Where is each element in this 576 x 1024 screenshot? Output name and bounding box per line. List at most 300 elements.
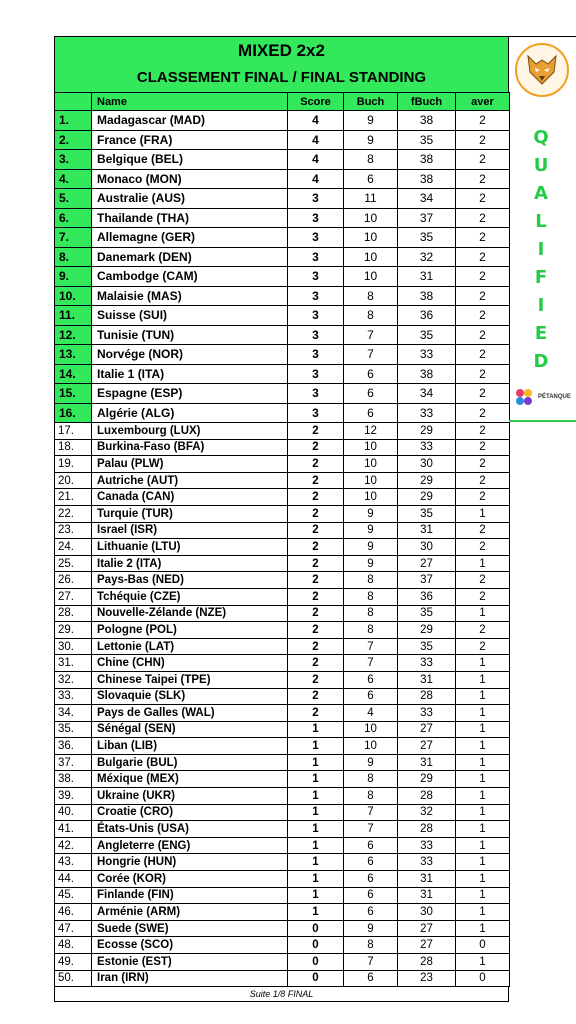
score-cell: 2 xyxy=(288,555,344,572)
fbuch-cell: 28 xyxy=(398,788,456,805)
table-row xyxy=(55,555,510,572)
table-row xyxy=(55,920,510,937)
buch-cell: 9 xyxy=(344,539,398,556)
fbuch-cell: 27 xyxy=(398,937,456,954)
page-title: MIXED 2x2 xyxy=(238,41,325,60)
qualified-rows xyxy=(55,111,510,423)
fbuch-cell: 27 xyxy=(398,555,456,572)
aver-cell: 0 xyxy=(456,970,510,987)
aver-cell: 1 xyxy=(456,721,510,738)
aver-cell: 2 xyxy=(456,403,510,423)
fbuch-cell: 28 xyxy=(398,954,456,971)
buch-cell: 10 xyxy=(344,267,398,287)
aver-cell: 1 xyxy=(456,605,510,622)
wolf-icon xyxy=(522,50,562,90)
team-name-cell: Hongrie (HUN) xyxy=(92,854,288,871)
aver-cell: 2 xyxy=(456,189,510,209)
table-row xyxy=(55,937,510,954)
buch-cell: 6 xyxy=(344,871,398,888)
team-name-cell: Tunisie (TUN) xyxy=(92,325,288,345)
table-header-row xyxy=(55,93,510,111)
team-name-cell: Estonie (EST) xyxy=(92,954,288,971)
aver-cell: 2 xyxy=(456,572,510,589)
buch-cell: 7 xyxy=(344,954,398,971)
qualified-letter: U xyxy=(533,155,549,176)
fbuch-cell: 33 xyxy=(398,655,456,672)
team-name-cell: Sénégal (SEN) xyxy=(92,721,288,738)
rank-cell: 43. xyxy=(55,854,92,871)
team-name-cell: Turquie (TUR) xyxy=(92,505,288,522)
score-cell: 2 xyxy=(288,588,344,605)
fbuch-cell: 32 xyxy=(398,247,456,267)
table-row xyxy=(55,384,510,404)
score-cell: 3 xyxy=(288,306,344,326)
team-name-cell: États-Unis (USA) xyxy=(92,821,288,838)
fbuch-cell: 31 xyxy=(398,267,456,287)
rank-cell: 46. xyxy=(55,904,92,921)
fbuch-cell: 38 xyxy=(398,111,456,131)
rank-cell: 34. xyxy=(55,705,92,722)
team-name-cell: Thailande (THA) xyxy=(92,208,288,228)
buch-cell: 8 xyxy=(344,150,398,170)
team-name-cell: Suede (SWE) xyxy=(92,920,288,937)
team-name-cell: Chine (CHN) xyxy=(92,655,288,672)
team-name-cell: Finlande (FIN) xyxy=(92,887,288,904)
team-name-cell: Angleterre (ENG) xyxy=(92,837,288,854)
rank-cell: 15. xyxy=(55,384,92,404)
rank-cell: 11. xyxy=(55,306,92,326)
rank-cell: 16. xyxy=(55,403,92,423)
standings-table xyxy=(54,92,510,987)
fbuch-cell: 38 xyxy=(398,364,456,384)
aver-cell: 2 xyxy=(456,286,510,306)
table-row xyxy=(55,804,510,821)
fbuch-cell: 31 xyxy=(398,887,456,904)
fbuch-cell: 27 xyxy=(398,920,456,937)
fbuch-cell: 35 xyxy=(398,325,456,345)
rank-cell: 26. xyxy=(55,572,92,589)
fbuch-cell: 33 xyxy=(398,403,456,423)
rank-cell: 7. xyxy=(55,228,92,248)
buch-cell: 6 xyxy=(344,837,398,854)
aver-cell: 1 xyxy=(456,804,510,821)
aver-cell: 2 xyxy=(456,364,510,384)
table-row xyxy=(55,130,510,150)
qualified-letter: Q xyxy=(533,127,549,148)
rank-cell: 33. xyxy=(55,688,92,705)
score-cell: 1 xyxy=(288,821,344,838)
table-row xyxy=(55,189,510,209)
team-name-cell: Madagascar (MAD) xyxy=(92,111,288,131)
aver-cell: 2 xyxy=(456,522,510,539)
aver-cell: 1 xyxy=(456,954,510,971)
table-row xyxy=(55,111,510,131)
score-cell: 1 xyxy=(288,738,344,755)
buch-cell: 7 xyxy=(344,821,398,838)
score-cell: 0 xyxy=(288,937,344,954)
petanque-logo xyxy=(514,387,571,407)
team-name-cell: Luxembourg (LUX) xyxy=(92,423,288,440)
fbuch-cell: 38 xyxy=(398,150,456,170)
aver-cell: 2 xyxy=(456,456,510,473)
score-cell: 2 xyxy=(288,439,344,456)
buch-cell: 7 xyxy=(344,638,398,655)
table-row xyxy=(55,286,510,306)
aver-cell: 0 xyxy=(456,937,510,954)
aver-cell: 1 xyxy=(456,505,510,522)
fbuch-cell: 30 xyxy=(398,456,456,473)
rank-cell: 8. xyxy=(55,247,92,267)
aver-cell: 1 xyxy=(456,555,510,572)
aver-cell: 1 xyxy=(456,920,510,937)
score-cell: 2 xyxy=(288,505,344,522)
rank-cell: 12. xyxy=(55,325,92,345)
fbuch-cell: 38 xyxy=(398,286,456,306)
team-name-cell: Tchéquie (CZE) xyxy=(92,588,288,605)
team-name-cell: Malaisie (MAS) xyxy=(92,286,288,306)
fbuch-cell: 34 xyxy=(398,189,456,209)
table-row xyxy=(55,588,510,605)
buch-cell: 10 xyxy=(344,489,398,506)
table-row xyxy=(55,306,510,326)
table-row xyxy=(55,970,510,987)
fbuch-cell: 28 xyxy=(398,688,456,705)
buch-cell: 7 xyxy=(344,345,398,365)
fbuch-cell: 36 xyxy=(398,306,456,326)
buch-cell: 10 xyxy=(344,228,398,248)
rank-cell: 2. xyxy=(55,130,92,150)
fbuch-cell: 33 xyxy=(398,439,456,456)
rank-cell: 38. xyxy=(55,771,92,788)
team-name-cell: Nouvelle-Zélande (NZE) xyxy=(92,605,288,622)
fbuch-cell: 35 xyxy=(398,505,456,522)
buch-cell: 6 xyxy=(344,671,398,688)
aver-cell: 2 xyxy=(456,539,510,556)
table-row xyxy=(55,423,510,440)
team-name-cell: Ukraine (UKR) xyxy=(92,788,288,805)
rank-cell: 50. xyxy=(55,970,92,987)
rank-cell: 42. xyxy=(55,837,92,854)
team-name-cell: Australie (AUS) xyxy=(92,189,288,209)
team-name-cell: Italie 2 (ITA) xyxy=(92,555,288,572)
table-row xyxy=(55,837,510,854)
rank-cell: 37. xyxy=(55,754,92,771)
team-name-cell: Italie 1 (ITA) xyxy=(92,364,288,384)
score-header: Score xyxy=(288,93,344,111)
buch-cell: 10 xyxy=(344,439,398,456)
buch-cell: 6 xyxy=(344,403,398,423)
fbuch-cell: 23 xyxy=(398,970,456,987)
table-row xyxy=(55,688,510,705)
table-row xyxy=(55,489,510,506)
team-name-cell: Corée (KOR) xyxy=(92,871,288,888)
score-cell: 2 xyxy=(288,655,344,672)
score-cell: 3 xyxy=(288,403,344,423)
table-row xyxy=(55,522,510,539)
team-name-cell: Iran (IRN) xyxy=(92,970,288,987)
team-name-cell: Espagne (ESP) xyxy=(92,384,288,404)
score-cell: 3 xyxy=(288,286,344,306)
buch-cell: 10 xyxy=(344,721,398,738)
qualified-letter: I xyxy=(537,295,545,316)
buch-cell: 8 xyxy=(344,788,398,805)
team-name-cell: Palau (PLW) xyxy=(92,456,288,473)
score-cell: 2 xyxy=(288,539,344,556)
team-name-cell: Pays-Bas (NED) xyxy=(92,572,288,589)
buch-cell: 10 xyxy=(344,472,398,489)
score-cell: 3 xyxy=(288,208,344,228)
score-cell: 4 xyxy=(288,130,344,150)
score-cell: 0 xyxy=(288,970,344,987)
score-cell: 0 xyxy=(288,954,344,971)
aver-cell: 1 xyxy=(456,904,510,921)
rank-header xyxy=(55,93,92,111)
fbuch-cell: 38 xyxy=(398,169,456,189)
fbuch-cell: 30 xyxy=(398,904,456,921)
score-cell: 1 xyxy=(288,837,344,854)
score-cell: 2 xyxy=(288,522,344,539)
buch-cell: 6 xyxy=(344,887,398,904)
buch-cell: 10 xyxy=(344,738,398,755)
buch-cell: 6 xyxy=(344,970,398,987)
rank-cell: 6. xyxy=(55,208,92,228)
buch-cell: 8 xyxy=(344,286,398,306)
rank-cell: 23. xyxy=(55,522,92,539)
aver-cell: 2 xyxy=(456,472,510,489)
rank-cell: 19. xyxy=(55,456,92,473)
aver-cell: 2 xyxy=(456,130,510,150)
rank-cell: 5. xyxy=(55,189,92,209)
fbuch-cell: 31 xyxy=(398,754,456,771)
buch-cell: 6 xyxy=(344,384,398,404)
buch-cell: 9 xyxy=(344,555,398,572)
score-cell: 2 xyxy=(288,423,344,440)
rank-cell: 39. xyxy=(55,788,92,805)
score-cell: 3 xyxy=(288,228,344,248)
aver-cell: 2 xyxy=(456,345,510,365)
fbuch-cell: 35 xyxy=(398,130,456,150)
buch-cell: 8 xyxy=(344,605,398,622)
aver-cell: 1 xyxy=(456,887,510,904)
score-cell: 1 xyxy=(288,721,344,738)
team-name-cell: Israel (ISR) xyxy=(92,522,288,539)
rank-cell: 32. xyxy=(55,671,92,688)
aver-cell: 2 xyxy=(456,439,510,456)
fbuch-cell: 37 xyxy=(398,208,456,228)
fbuch-cell: 35 xyxy=(398,228,456,248)
table-row xyxy=(55,267,510,287)
team-name-cell: Belgique (BEL) xyxy=(92,150,288,170)
fbuch-cell: 33 xyxy=(398,837,456,854)
qualified-letter: D xyxy=(533,351,549,372)
team-name-cell: Arménie (ARM) xyxy=(92,904,288,921)
team-name-cell: France (FRA) xyxy=(92,130,288,150)
aver-cell: 2 xyxy=(456,267,510,287)
aver-header: aver xyxy=(456,93,510,111)
score-cell: 3 xyxy=(288,247,344,267)
qualified-letter: E xyxy=(534,323,548,344)
table-row xyxy=(55,325,510,345)
rank-cell: 14. xyxy=(55,364,92,384)
table-row xyxy=(55,655,510,672)
aver-cell: 2 xyxy=(456,622,510,639)
buch-cell: 10 xyxy=(344,247,398,267)
score-cell: 2 xyxy=(288,638,344,655)
table-row xyxy=(55,228,510,248)
buch-cell: 7 xyxy=(344,804,398,821)
rank-cell: 4. xyxy=(55,169,92,189)
aver-cell: 1 xyxy=(456,688,510,705)
fbuch-cell: 35 xyxy=(398,638,456,655)
score-cell: 4 xyxy=(288,169,344,189)
rank-cell: 29. xyxy=(55,622,92,639)
aver-cell: 1 xyxy=(456,655,510,672)
team-name-cell: Algérie (ALG) xyxy=(92,403,288,423)
fbuch-cell: 35 xyxy=(398,605,456,622)
buch-cell: 11 xyxy=(344,189,398,209)
fbuch-header: fBuch xyxy=(398,93,456,111)
table-row xyxy=(55,150,510,170)
fbuch-cell: 34 xyxy=(398,384,456,404)
aver-cell: 2 xyxy=(456,638,510,655)
table-row xyxy=(55,439,510,456)
rank-cell: 10. xyxy=(55,286,92,306)
table-row xyxy=(55,622,510,639)
rank-cell: 40. xyxy=(55,804,92,821)
table-row xyxy=(55,771,510,788)
buch-cell: 9 xyxy=(344,130,398,150)
table-row xyxy=(55,871,510,888)
table-row xyxy=(55,169,510,189)
aver-cell: 1 xyxy=(456,854,510,871)
buch-cell: 9 xyxy=(344,111,398,131)
table-row xyxy=(55,539,510,556)
score-cell: 0 xyxy=(288,920,344,937)
table-row xyxy=(55,472,510,489)
team-name-cell: Pays de Galles (WAL) xyxy=(92,705,288,722)
fbuch-cell: 27 xyxy=(398,721,456,738)
fbuch-cell: 37 xyxy=(398,572,456,589)
team-name-cell: Allemagne (GER) xyxy=(92,228,288,248)
aver-cell: 1 xyxy=(456,705,510,722)
qualified-letter: L xyxy=(535,211,547,232)
table-row xyxy=(55,788,510,805)
qualified-letter: F xyxy=(534,267,548,288)
fbuch-cell: 32 xyxy=(398,804,456,821)
fbuch-cell: 31 xyxy=(398,871,456,888)
table-row xyxy=(55,456,510,473)
score-cell: 3 xyxy=(288,189,344,209)
aver-cell: 2 xyxy=(456,489,510,506)
aver-cell: 2 xyxy=(456,150,510,170)
aver-cell: 1 xyxy=(456,738,510,755)
buch-cell: 9 xyxy=(344,754,398,771)
qualified-letter: I xyxy=(537,239,545,260)
aver-cell: 2 xyxy=(456,247,510,267)
federation-logo xyxy=(515,43,569,97)
fbuch-cell: 36 xyxy=(398,588,456,605)
aver-cell: 2 xyxy=(456,423,510,440)
table-row xyxy=(55,638,510,655)
title-block xyxy=(54,36,509,92)
team-name-cell: Monaco (MON) xyxy=(92,169,288,189)
buch-cell: 8 xyxy=(344,306,398,326)
aver-cell: 1 xyxy=(456,754,510,771)
score-cell: 2 xyxy=(288,671,344,688)
team-name-cell: Cambodge (CAM) xyxy=(92,267,288,287)
rank-cell: 48. xyxy=(55,937,92,954)
table-row xyxy=(55,887,510,904)
fbuch-cell: 29 xyxy=(398,472,456,489)
rank-cell: 45. xyxy=(55,887,92,904)
fbuch-cell: 27 xyxy=(398,738,456,755)
score-cell: 3 xyxy=(288,384,344,404)
team-name-cell: Chinese Taipei (TPE) xyxy=(92,671,288,688)
standings-sheet xyxy=(54,36,509,1002)
table-row xyxy=(55,364,510,384)
name-header: Name xyxy=(92,93,288,111)
team-name-cell: Bulgarie (BUL) xyxy=(92,754,288,771)
buch-cell: 9 xyxy=(344,920,398,937)
score-cell: 1 xyxy=(288,854,344,871)
buch-cell: 8 xyxy=(344,572,398,589)
table-row xyxy=(55,821,510,838)
team-name-cell: Lettonie (LAT) xyxy=(92,638,288,655)
rank-cell: 30. xyxy=(55,638,92,655)
rank-cell: 36. xyxy=(55,738,92,755)
score-cell: 4 xyxy=(288,150,344,170)
aver-cell: 1 xyxy=(456,821,510,838)
table-row xyxy=(55,247,510,267)
score-cell: 1 xyxy=(288,871,344,888)
fbuch-cell: 33 xyxy=(398,345,456,365)
score-cell: 2 xyxy=(288,572,344,589)
score-cell: 2 xyxy=(288,705,344,722)
score-cell: 1 xyxy=(288,887,344,904)
score-cell: 1 xyxy=(288,771,344,788)
table-row xyxy=(55,754,510,771)
team-name-cell: Danemark (DEN) xyxy=(92,247,288,267)
rank-cell: 24. xyxy=(55,539,92,556)
rank-cell: 13. xyxy=(55,345,92,365)
score-cell: 2 xyxy=(288,622,344,639)
table-row xyxy=(55,605,510,622)
score-cell: 3 xyxy=(288,345,344,365)
fbuch-cell: 33 xyxy=(398,854,456,871)
fbuch-cell: 28 xyxy=(398,821,456,838)
team-name-cell: Liban (LIB) xyxy=(92,738,288,755)
buch-cell: 6 xyxy=(344,854,398,871)
score-cell: 1 xyxy=(288,804,344,821)
buch-cell: 8 xyxy=(344,588,398,605)
buch-cell: 8 xyxy=(344,937,398,954)
team-name-cell: Pologne (POL) xyxy=(92,622,288,639)
score-cell: 2 xyxy=(288,688,344,705)
rank-cell: 49. xyxy=(55,954,92,971)
table-row xyxy=(55,705,510,722)
buch-cell: 6 xyxy=(344,169,398,189)
buch-cell: 9 xyxy=(344,522,398,539)
fbuch-cell: 29 xyxy=(398,771,456,788)
rank-cell: 22. xyxy=(55,505,92,522)
fbuch-cell: 33 xyxy=(398,705,456,722)
rank-cell: 44. xyxy=(55,871,92,888)
score-cell: 2 xyxy=(288,489,344,506)
score-cell: 3 xyxy=(288,267,344,287)
rank-cell: 20. xyxy=(55,472,92,489)
page-subtitle: CLASSEMENT FINAL / FINAL STANDING xyxy=(136,69,427,86)
score-cell: 1 xyxy=(288,754,344,771)
